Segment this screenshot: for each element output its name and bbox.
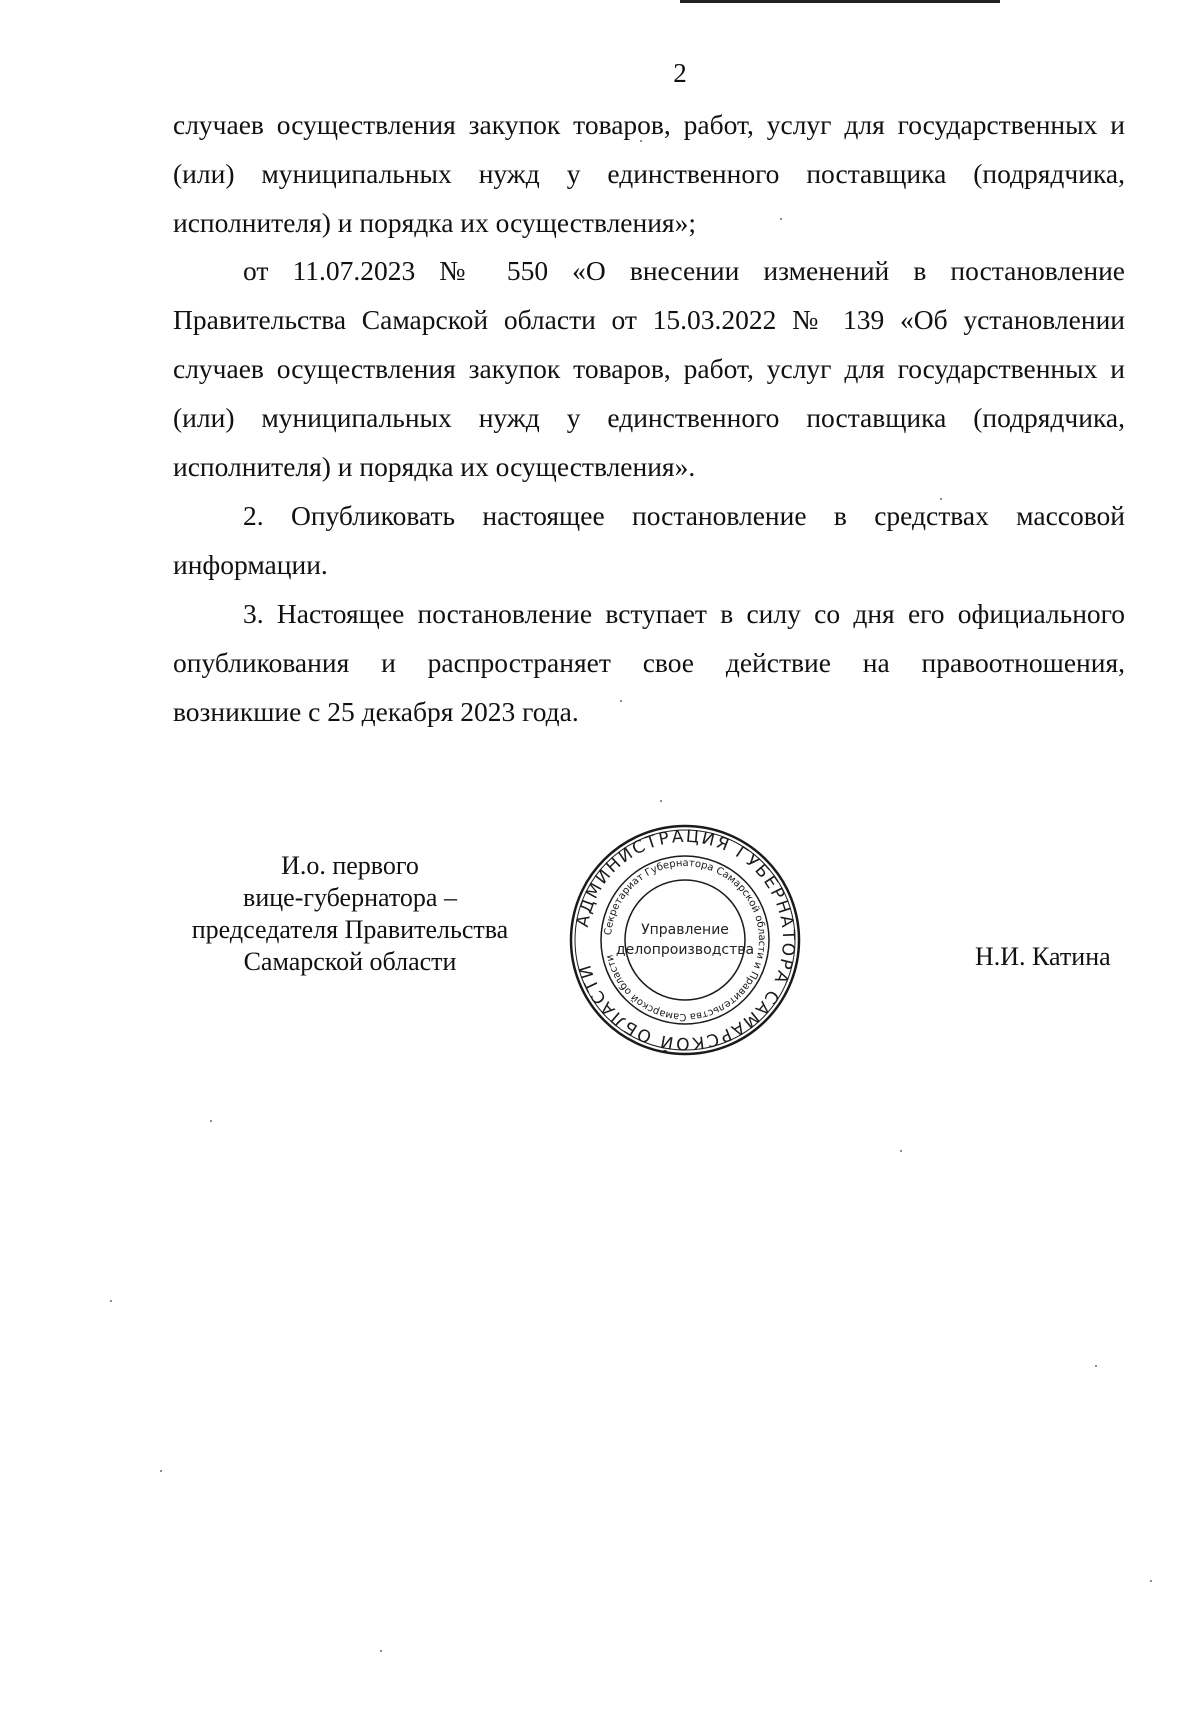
text-line: исполнителя) и порядка их осуществления»; [173, 207, 696, 238]
signatory-position-line: Самарской области [243, 947, 457, 976]
scan-speck [640, 140, 642, 142]
stamp-center-line: Управление [641, 922, 729, 938]
scan-speck [160, 1470, 162, 1472]
text-line: опубликования и распространяет свое действие на правоотношения, [173, 647, 1125, 678]
stamp-center-line: делопроизводства [615, 942, 755, 958]
page-number: 2 [673, 58, 687, 88]
scan-speck [940, 498, 942, 500]
text-line: случаев осуществления закупок товаров, работ, услуг для государственных и [173, 109, 1125, 140]
paragraph-amendment-550 [173, 246, 1125, 491]
paragraph-item-2 [173, 491, 1125, 589]
signatory-position-line: И.о. первого [281, 851, 419, 880]
signatory-position [160, 850, 540, 978]
text-line: (или) муниципальных нужд у единственного поставщика (подрядчика, [173, 158, 1125, 189]
scan-speck [620, 700, 622, 702]
svg-text:Секретариат Губернатора Самарс [603, 858, 767, 1022]
scan-speck [900, 1150, 902, 1152]
stamp-inner-text: Секретариат Губернатора Самарской области и Правительства Самарской области [603, 857, 768, 1023]
text-line: случаев осуществления закупок товаров, работ, услуг для государственных и [173, 353, 1125, 384]
stamp-seal-icon [565, 820, 805, 1060]
text-line: Правительства Самарской области от 15.03.2022 № 139 «Об установлении [173, 304, 1125, 335]
text-line: исполнителя) и порядка их осуществления». [173, 451, 696, 482]
text-line: 3. Настоящее постановление вступает в силу со дня его официального [243, 598, 1125, 629]
paragraph-item-3 [173, 589, 1125, 736]
scan-speck [1150, 1580, 1152, 1582]
scan-speck [210, 1120, 212, 1122]
scan-edge-line [680, 0, 1000, 3]
scan-speck [1095, 1365, 1097, 1367]
signatory-position-line: вице-губернатора – [243, 883, 457, 912]
paragraph-continuation [173, 100, 1125, 247]
scan-speck [660, 800, 662, 802]
signatory-name: Н.И. Катина [975, 942, 1111, 971]
stamp-outer-text: АДМИНИСТРАЦИЯ ГУБЕРНАТОРА САМАРСКОЙ ОБЛАСТИ [572, 826, 799, 1054]
text-line: возникшие с 25 декабря 2023 года. [173, 696, 579, 727]
text-line: 2. Опубликовать настоящее постановление в средствах массовой [243, 500, 1125, 531]
scan-speck [110, 1300, 112, 1302]
signatory-position-line: председателя Правительства [191, 915, 509, 944]
text-line: (или) муниципальных нужд у единственного поставщика (подрядчика, [173, 402, 1125, 433]
text-line: от 11.07.2023 № 550 «О внесении изменений в постановление [243, 255, 1125, 286]
scan-speck [380, 1650, 382, 1652]
scan-speck [780, 218, 782, 220]
text-line: информации. [173, 549, 328, 580]
official-stamp [565, 820, 805, 1060]
